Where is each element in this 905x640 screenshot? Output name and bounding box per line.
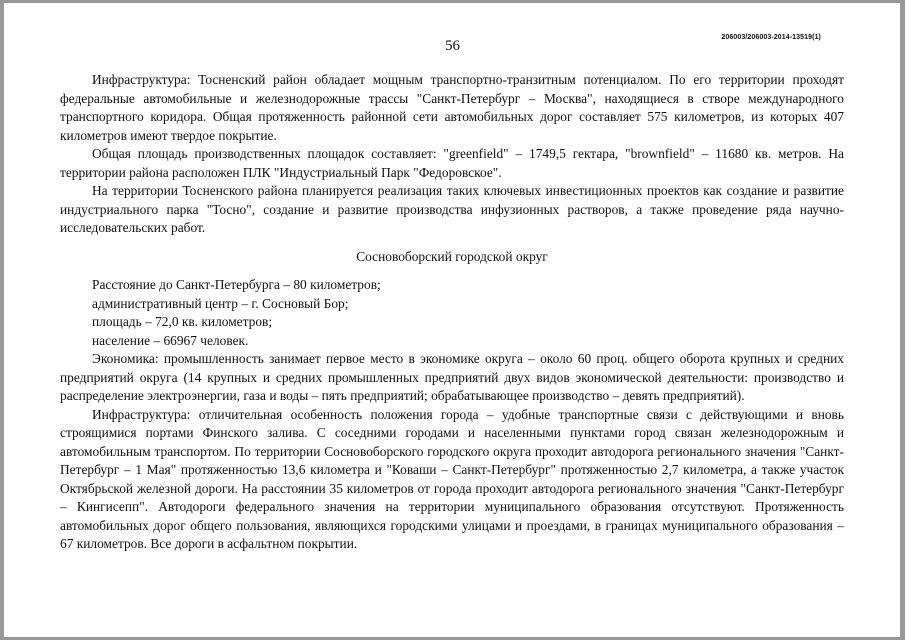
stat-population: население – 66967 человек. [92,332,249,348]
document-body [60,71,844,554]
stat-admin-center: административный центр – г. Сосновый Бор; [92,295,349,311]
scan-border-left [0,0,4,640]
document-id: 206003/206003-2014-13519(1) [721,34,821,41]
paragraph-sosnovy-bor-infrastructure: Инфраструктура: отличительная особенность положения города – удобные транспортные связи с действующими и вновь строящимися портами Финского залива. С соседними городами и населенными пунктами город связан железнодорожным и автомобильным транспортом. По территории Сосновоборского городского округа проходит автодорога регионального значения "Санкт-Петербург – 1 Мая" протяженностью 13,6 километра и "Коваши – Санкт-Петербург" протяженностью 2,7 километра, а также участок Октябрьской железной дороги. На расстоянии 35 километров от города проходит автодорога регионального значения "Санкт-Петербург – Кингисепп". Автодороги федерального значения на территории муниципального образования отсутствуют. Протяженность автомобильных дорог общего пользования, являющихся городскими улицами и проездами, в границах муниципального образования – 67 километров. Все дороги в асфальтном покрытии. [60,406,844,551]
paragraph-tosno-production-areas: Общая площадь производственных площадок составляет: "greenfield" – 1749,5 гектара, "brownfield" – 11680 кв. метров. На территории района расположен ПЛК "Индустриальный Парк "Федоровское". [60,146,844,180]
stat-distance: Расстояние до Санкт-Петербурга – 80 километров; [92,277,381,292]
page-number: 56 [445,38,460,54]
scan-border-top [0,0,905,3]
paragraph-tosno-infrastructure: Инфраструктура: Тосненский район обладает мощным транспортно-транзитным потенциалом. По его территории проходят федеральные автомобильные и железнодорожные трассы "Санкт-Петербург – Москва", находящиеся в створе международного транспортного коридора. Общая протяженность районной сети автомобильных дорог составляет 575 километров, из которых 407 километров имеют твердое покрытие. [60,72,844,143]
section-heading: Сосновоборский городской округ [356,248,548,264]
scan-border-right [900,0,905,640]
paragraph-tosno-projects: На территории Тосненского района планируется реализация таких ключевых инвестиционных проектов как создание и развитие индустриального парка "Тосно", создание и развитие производства инфузионных растворов, а также проведение ряда научно-исследовательских работ. [60,183,844,235]
stat-area: площадь – 72,0 кв. километров; [92,314,273,329]
paragraph-sosnovy-bor-economy: Экономика: промышленность занимает первое место в экономике округа – около 60 проц. общего оборота крупных и средних предприятий округа (14 крупных и средних промышленных предприятий двух видов экономической деятельности: производство и распределение электроэнергии, газа и воды – пять предприятий; обрабатывающее производство – девять предприятий). [60,351,844,403]
